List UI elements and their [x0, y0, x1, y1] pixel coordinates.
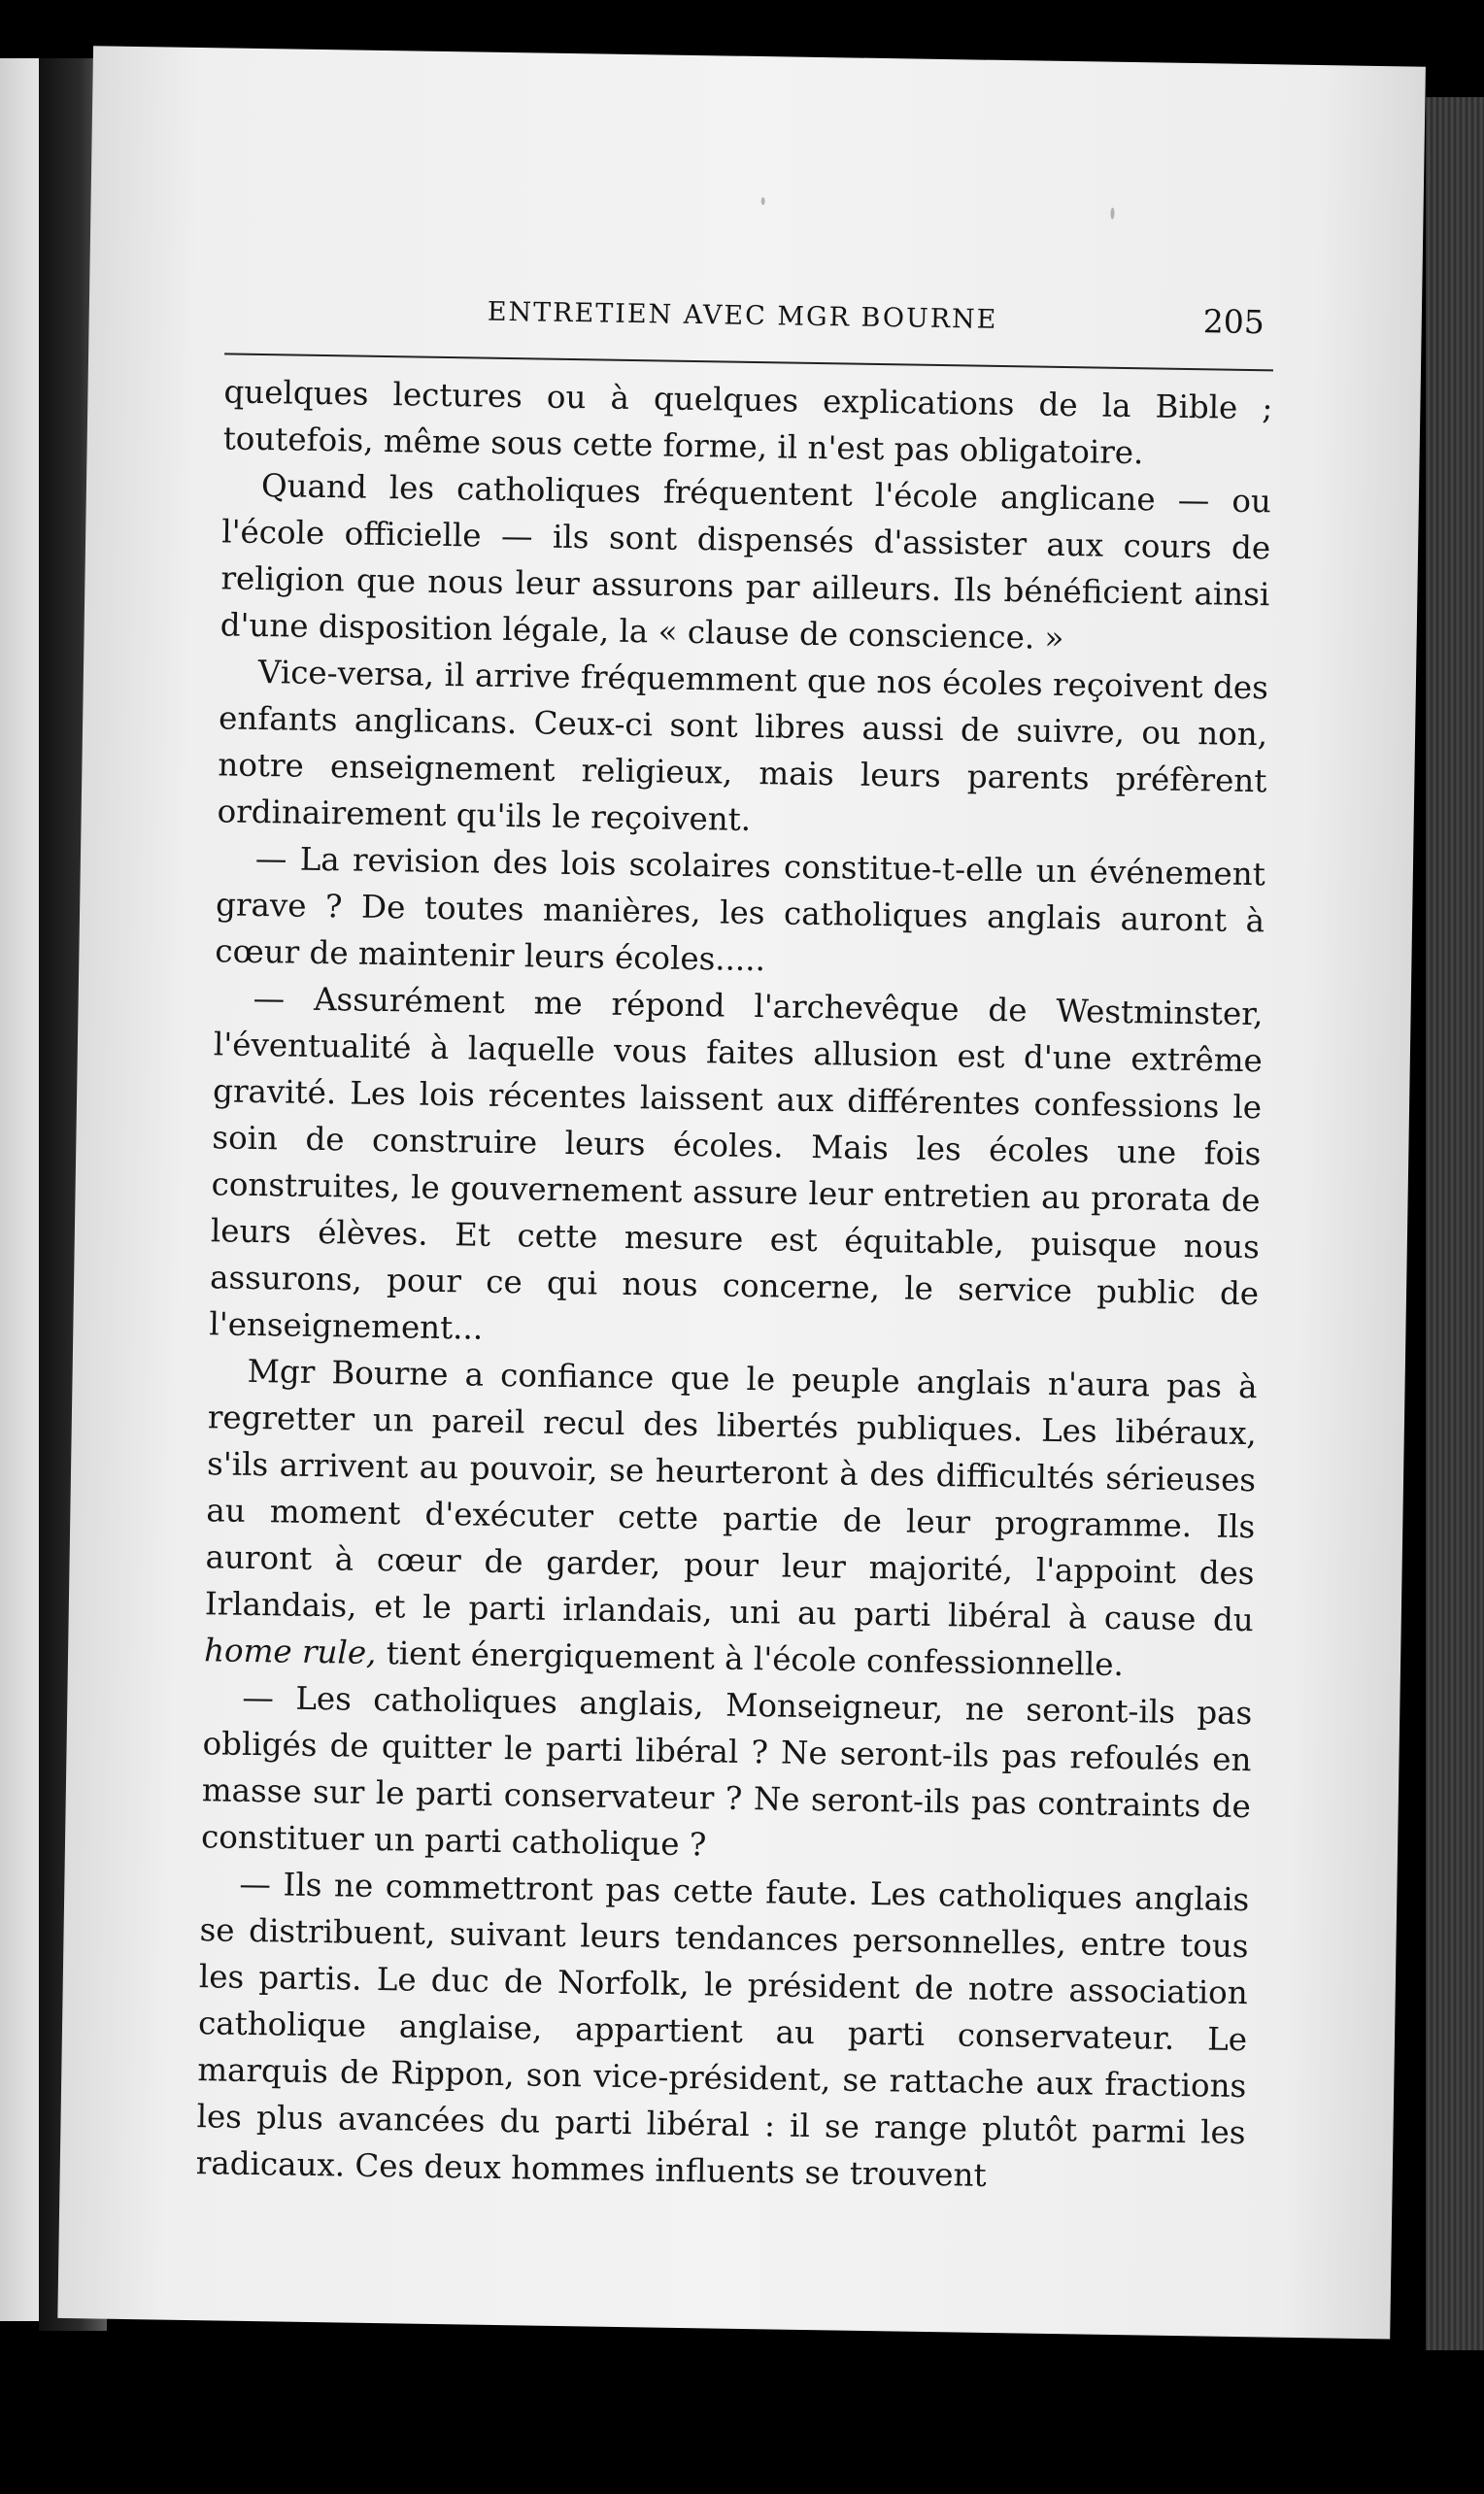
- paragraph: Vice-versa, il arrive fréquemment que nos écoles reçoivent des enfants anglicans. Ceux-ci sont libres aussi de suivre, ou non, notre enseignement religieux, mais leurs parents préfèrent ordinairement qu'ils le reçoivent.: [217, 653, 1269, 838]
- paragraph: — Les catholiques anglais, Monseigneur, ne seront-ils pas obligés de quitter le parti libéral ? Ne seront-ils pas refoulés en masse sur le parti conservateur ? Ne seront-ils pas contraints de constituer un parti catholique ?: [200, 1678, 1253, 1864]
- header-rule: [224, 353, 1273, 371]
- running-title: ENTRETIEN AVEC MGR BOURNE: [487, 296, 998, 335]
- paragraph: — La revision des lois scolaires constitue-t-elle un événement grave ? De toutes manières, les catholiques anglais auront à cœur de maintenir leurs écoles.....: [215, 839, 1266, 979]
- paragraph: Quand les catholiques fréquentent l'école anglicane — ou l'école officielle — ils sont dispensés d'assister aux cours de religion que nous leur assurons par ailleurs. Ils bénéficient ainsi d'une disposition légale, la « clause de conscience. »: [219, 466, 1272, 657]
- paragraph-text: Mgr Bourne a confiance que le peuple anglais n'aura pas à regretter un pareil recul des libertés publiques. Les libéraux, s'ils arrivent au pouvoir, se heurteront à des difficultés sérieuses au moment d'exécuter cette partie de leur programme. Ils auront à cœur de garder, pour leur majorité, l'appoint des Irlandais, et le parti irlandais, uni au parti libéral à cause du: [204, 1352, 1258, 1639]
- previous-page-edge: [0, 58, 39, 2321]
- ink-smudge: [1110, 208, 1114, 219]
- body-text: [195, 368, 1272, 2203]
- page-header: [234, 282, 1265, 356]
- paragraph: [204, 1347, 1258, 1690]
- page-stack-edge: [1426, 97, 1484, 2350]
- paragraph: — Assurément me répond l'archevêque de Westminster, l'éventualité à laquelle vous faites allusion est d'une extrême gravité. Les lois récentes laissent aux différentes confessions le soin de construire leurs écoles. Mais les écoles une fois construites, le gouvernement assure leur entretien au prorata de leurs élèves. Et cette mesure est équitable, puisque nous assurons, pour ce qui nous concerne, le service public de l'enseignement...: [209, 979, 1264, 1347]
- page-number: 205: [1202, 302, 1265, 342]
- ink-smudge: [761, 197, 765, 205]
- paragraph: — Ils ne commettront pas cette faute. Les catholiques anglais se distribuent, suivant leurs tendances personnelles, entre tous les partis. Le duc de Norfolk, le président de notre association catholique anglaise, appartient au parti conservateur. Le marquis de Rippon, son vice-président, se rattache aux fractions les plus avancées du parti libéral : il se range plutôt parmi les radicaux. Ces deux hommes influents se trouvent: [195, 1865, 1250, 2194]
- paragraph: quelques lectures ou à quelques explications de la Bible ; toutefois, même sous cette forme, il n'est pas obligatoire.: [222, 373, 1273, 472]
- paragraph-text: tient énergiquement à l'école confessionnelle.: [376, 1635, 1125, 1684]
- page-sheet: [57, 46, 1426, 2339]
- italic-phrase: home rule,: [203, 1632, 377, 1672]
